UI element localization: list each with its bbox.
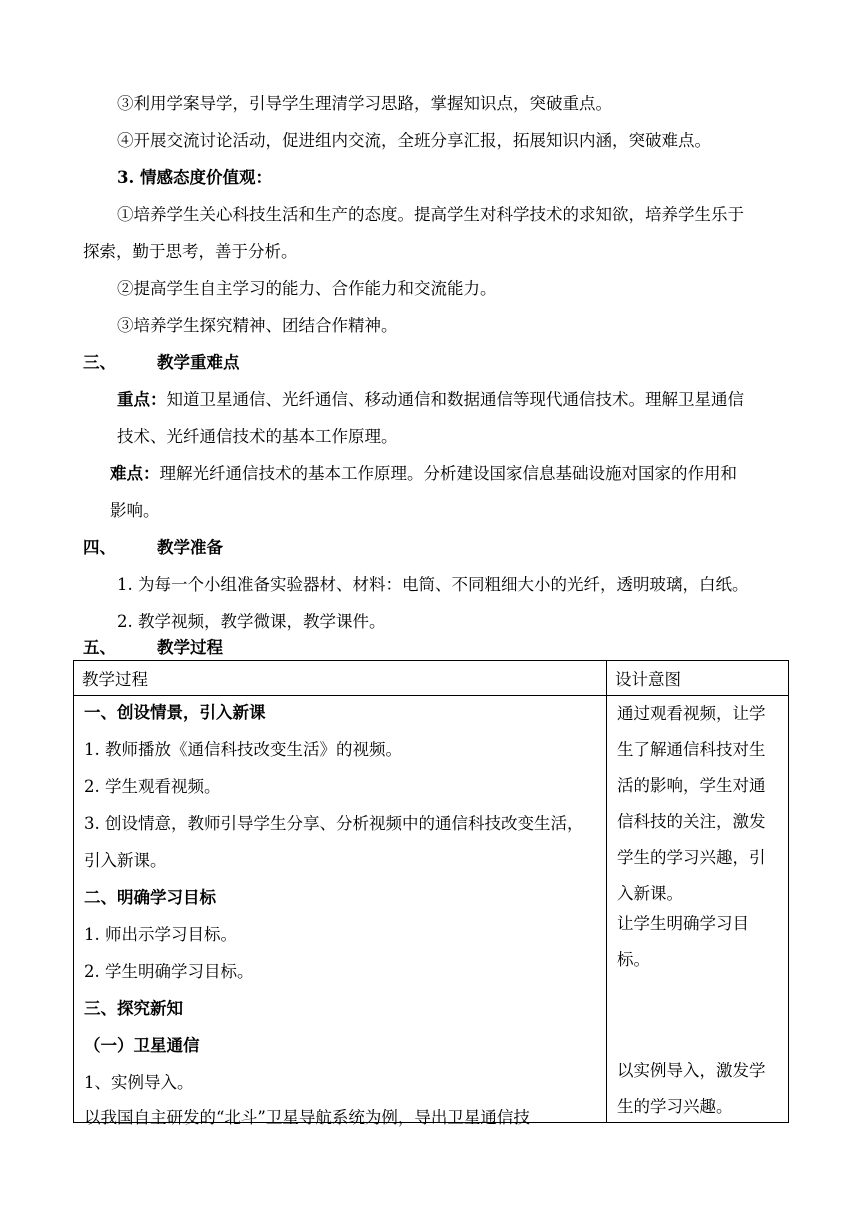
intent-cell: [607, 696, 789, 1123]
key-point-label: 重点：: [117, 390, 167, 409]
emotion-item-1: ①培养学生关心科技生活和生产的态度。提高学生对科学技术的求知欲，培养学生乐于: [117, 205, 744, 224]
table-header-row: [74, 661, 789, 696]
intent-3: 以实例导入，激发学生的学习兴趣。: [617, 1061, 766, 1116]
key-point-line-2: 技术、光纤通信技术的基本工作原理。: [117, 427, 398, 446]
intent-2: 让学生明确学习目标。: [617, 914, 749, 969]
difficult-point-line-2: 影响。: [110, 501, 160, 520]
teaching-process-table: [73, 660, 789, 1127]
intent-1: 通过观看视频，让学生了解通信科技对生活的影响，学生对通信科技的关注，激发学生的学习兴趣，引入新课。: [617, 704, 766, 903]
section-4-title: 教学准备: [157, 538, 223, 557]
header-intent: 设计意图: [607, 661, 789, 696]
intro-line-3: ③利用学案导学，引导学生理清学习思路，掌握知识点，突破重点。: [117, 94, 612, 113]
process-cell: [74, 696, 607, 1127]
part-3-item-1: 1、实例导入。: [84, 1073, 194, 1092]
part-2-item-2: 2. 学生明确学习目标。: [84, 962, 254, 981]
part-2-title: 二、明确学习目标: [84, 888, 216, 907]
prep-item-2: 2. 教学视频，教学微课，教学课件。: [117, 612, 386, 631]
emotion-item-1-cont: 探索，勤于思考，善于分析。: [83, 242, 298, 261]
section-3-number: 三、: [83, 353, 116, 372]
emotion-title: 3. 情感态度价值观：: [117, 168, 272, 187]
table-body-row: [74, 696, 789, 1123]
part-3-item-2: 以我国自主研发的“北斗”卫星导航系统为例，导出卫星通信技: [84, 1108, 530, 1127]
part-1-item-1: 1. 教师播放《通信科技改变生活》的视频。: [84, 740, 402, 759]
section-4-heading: [83, 536, 223, 560]
section-4-number: 四、: [83, 538, 116, 557]
key-point-text: 知道卫星通信、光纤通信、移动通信和数据通信等现代通信技术。理解卫星通信: [166, 390, 744, 409]
difficult-point-line-1: [110, 462, 737, 486]
part-3-subtitle: （一）卫星通信: [84, 1036, 200, 1055]
section-5-number: 五、: [83, 638, 116, 657]
section-3-title: 教学重难点: [157, 353, 240, 372]
difficult-point-label: 难点：: [110, 464, 160, 483]
part-3-title: 三、探究新知: [84, 999, 183, 1018]
part-1-item-3: 3. 创设情意，教师引导学生分享、分析视频中的通信科技改变生活，: [84, 814, 584, 833]
part-1-title: 一、创设情景，引入新课: [84, 703, 266, 722]
section-5-heading: [83, 636, 223, 660]
part-1-item-3-cont: 引入新课。: [84, 851, 167, 870]
prep-item-1: 1. 为每一个小组准备实验器材、材料：电筒、不同粗细大小的光纤，透明玻璃，白纸。: [117, 575, 749, 594]
intro-line-4: ④开展交流讨论活动，促进组内交流，全班分享汇报，拓展知识内涵，突破难点。: [117, 131, 711, 150]
header-process: 教学过程: [74, 661, 607, 696]
emotion-item-3: ③培养学生探究精神、团结合作精神。: [117, 316, 398, 335]
part-1-item-2: 2. 学生观看视频。: [84, 777, 221, 796]
section-5-title: 教学过程: [157, 638, 223, 657]
emotion-item-2: ②提高学生自主学习的能力、合作能力和交流能力。: [117, 279, 497, 298]
part-2-item-1: 1. 师出示学习目标。: [84, 925, 237, 944]
difficult-point-text: 理解光纤通信技术的基本工作原理。分析建设国家信息基础设施对国家的作用和: [159, 464, 737, 483]
section-3-heading: [83, 351, 240, 375]
key-point-line-1: [117, 388, 744, 412]
